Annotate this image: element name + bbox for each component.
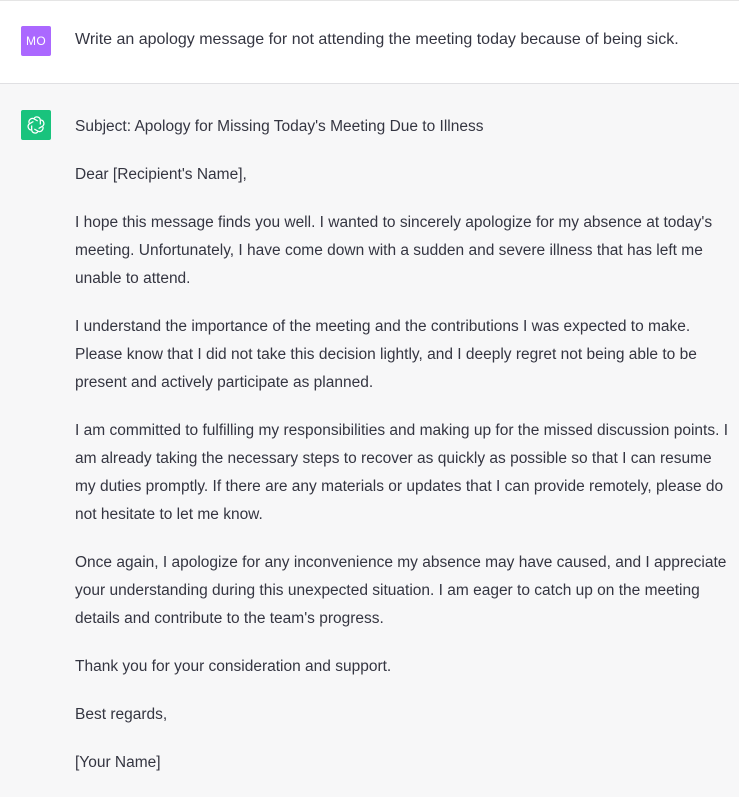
email-signoff: Best regards, — [75, 706, 168, 723]
assistant-message-text — [75, 113, 730, 797]
assistant-message-row — [0, 84, 739, 773]
assistant-avatar — [21, 110, 51, 140]
openai-logo-icon — [26, 115, 46, 135]
email-paragraph: I am committed to fulfilling my responsibilities and making up for the missed discussion points. I am already taking the necessary steps to recover as quickly as possible so that I can resume my duties promptly. If there are any materials or updates that I can provide remotely, please do not hesitate to let me know. — [75, 422, 729, 523]
email-paragraph: Once again, I apologize for any inconvenience my absence may have caused, and I appreciate your understanding during this unexpected situation. I am eager to catch up on the meeting details and contribute to the team's progress. — [75, 554, 727, 627]
email-thanks: Thank you for your consideration and support. — [75, 658, 392, 675]
email-signature: [Your Name] — [75, 754, 161, 771]
email-subject: Subject: Apology for Missing Today's Meeting Due to Illness — [75, 118, 484, 135]
user-message-text: Write an apology message for not attending the meeting today because of being sick. — [75, 31, 679, 48]
user-avatar: MO — [21, 26, 51, 56]
user-message-row — [0, 0, 739, 84]
email-paragraph: I hope this message finds you well. I wanted to sincerely apologize for my absence at today's meeting. Unfortunately, I have come down with a sudden and severe illness that has left me unable to attend. — [75, 214, 713, 287]
email-paragraph: I understand the importance of the meeting and the contributions I was expected to make. Please know that I did not take this decision lightly, and I deeply regret not being able to be present and actively participate as planned. — [75, 318, 697, 391]
email-greeting: Dear [Recipient's Name], — [75, 166, 247, 183]
